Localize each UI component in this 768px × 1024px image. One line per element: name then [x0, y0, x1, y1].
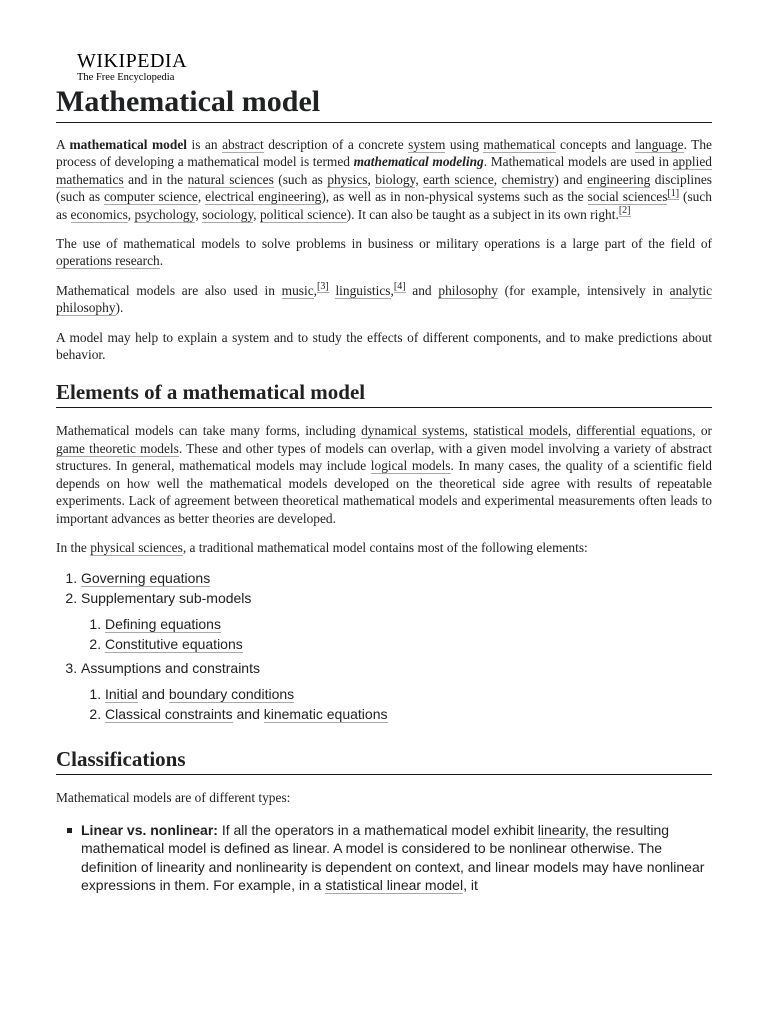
link-operations-research[interactable]: operations research [56, 253, 160, 269]
bold-term: mathematical model [69, 137, 187, 152]
citation-4[interactable]: [4] [393, 281, 406, 293]
link-electrical-engineering[interactable]: electrical engineering [205, 189, 322, 205]
link-initial[interactable]: Initial [105, 686, 138, 703]
link-engineering[interactable]: engineering [587, 171, 651, 187]
link-earth-science[interactable]: earth science [423, 171, 494, 187]
list-item [81, 568, 712, 588]
link-political-science[interactable]: political science [259, 206, 347, 222]
link-differential-equations[interactable]: differential equations [576, 423, 693, 439]
logo-wordmark: WIKIPEDIA [77, 50, 188, 72]
link-dynamical-systems[interactable]: dynamical systems [361, 423, 465, 439]
list-item: 2. Supplementary sub-models 1. Defining equations 2. Constitutive equations [81, 588, 712, 654]
link-boundary-conditions[interactable]: boundary conditions [168, 686, 295, 703]
elements-paragraph-1: Mathematical models can take many forms, including dynamical systems, statistical models, differential equations, or game theoretic models. These and other types of models can overlap, with a given model involving a variety of abstract structures. In general, mathematical models may include logical models. In many cases, the quality of a scientific field depends on how well the mathematical models developed on the theoretical side agree with results of repeatable experiments. Lack of agreement between theoretical mathematical models and experimental measurements often leads to important advances as better theories are developed. [56, 423, 713, 526]
link-linguistics[interactable]: linguistics [335, 282, 391, 298]
wikipedia-logo[interactable] [77, 50, 187, 84]
link-statistical-models[interactable]: statistical models [473, 423, 568, 439]
sub-list [81, 684, 712, 724]
elements-paragraph-2: In the physical sciences, a traditional mathematical model contains most of the following elements: [56, 539, 588, 555]
link-sociology[interactable]: sociology [202, 206, 254, 222]
sub-list [81, 614, 712, 654]
section-heading-classifications: Classifications [56, 746, 712, 775]
link-computer-science[interactable]: computer science [103, 189, 198, 205]
link-psychology[interactable]: psychology [134, 206, 196, 222]
intro-paragraph-1: A mathematical model is an abstract description of a concrete system using mathematical concepts and language. The process of developing a mathematical model is termed mathematical modeling. Mathematical models are used in applied mathematics and in the natural sciences (such as physics, biology, earth science, chemistry) and engineering disciplines (such as computer science, electrical engineering), as well as in non-physical systems such as the social sciences[1] (such as economics, psychology, sociology, political science). It can also be taught as a subject in its own right.[2] [56, 137, 713, 222]
elements-list [56, 568, 712, 724]
link-applied-mathematics[interactable]: applied mathematics [56, 154, 712, 187]
citation-2[interactable]: [2] [618, 205, 631, 217]
list-item: 1. Initial and boundary conditions [105, 684, 712, 704]
list-item: 2. Classical constraints and kinematic equations [105, 704, 712, 724]
link-mathematical[interactable]: mathematical [483, 137, 556, 152]
link-philosophy[interactable]: philosophy [438, 282, 498, 298]
link-physics[interactable]: physics [327, 171, 368, 187]
classifications-paragraph-1: Mathematical models are of different types: [56, 790, 291, 806]
section-heading-elements: Elements of a mathematical model [56, 379, 712, 408]
link-social-sciences[interactable]: social sciences [587, 189, 668, 205]
link-system[interactable]: system [408, 137, 446, 152]
article-body [56, 136, 712, 895]
list-item: 3. Assumptions and constraints 1. Initial and boundary conditions 2. Classical constraints and kinematic equations [81, 658, 712, 724]
intro-paragraph-4: A model may help to explain a system and to study the effects of different components, and to make predictions about behavior. [56, 329, 712, 363]
link-physical-sciences[interactable]: physical sciences [90, 539, 183, 555]
link-natural-sciences[interactable]: natural sciences [187, 171, 274, 187]
link-biology[interactable]: biology [375, 171, 416, 187]
link-classical-constraints[interactable]: Classical constraints [105, 706, 233, 723]
list-item [105, 614, 712, 634]
link-constitutive-equations[interactable]: Constitutive equations [105, 636, 243, 653]
link-chemistry[interactable]: chemistry [501, 171, 555, 187]
link-logical-models[interactable]: logical models [370, 458, 451, 474]
link-language[interactable]: language [635, 137, 684, 152]
link-game-theoretic-models[interactable]: game theoretic models [56, 440, 179, 456]
list-item: Linear vs. nonlinear: If all the operators in a mathematical model exhibit linearity, the resulting mathematical model is defined as linear. A model is considered to be nonlinear otherwise. The definition of linearity and nonlinearity is dependent on context, and linear models may have nonlinear expressions in them. For example, in a statistical linear model, it [81, 821, 712, 895]
link-economics[interactable]: economics [70, 206, 128, 222]
link-kinematic-equations[interactable]: kinematic equations [263, 706, 388, 723]
link-governing-equations[interactable]: Governing equations [81, 570, 211, 587]
citation-3[interactable]: [3] [317, 281, 329, 293]
link-music[interactable]: music [281, 282, 314, 298]
page-title: Mathematical model [56, 84, 712, 123]
logo-tagline: The Free Encyclopedia [77, 72, 175, 83]
bold-italic-term: mathematical modeling [353, 154, 484, 170]
link-statistical-linear-model[interactable]: statistical linear model [325, 877, 464, 894]
citation-1[interactable]: [1] [667, 187, 680, 199]
intro-paragraph-2: The use of mathematical models to solve problems in business or military operations is a large part of the field of operations research. [56, 236, 712, 269]
intro-paragraph-3: Mathematical models are also used in music,[3] linguistics,[4] and philosophy (for example, intensively in analytic philosophy). [56, 281, 713, 316]
link-analytic-philosophy[interactable]: analytic philosophy [56, 282, 713, 316]
list-item [105, 634, 712, 654]
bullet-term: Linear vs. nonlinear: [81, 821, 218, 838]
link-linearity[interactable]: linearity [537, 821, 585, 838]
link-abstract[interactable]: abstract [222, 137, 264, 152]
link-defining-equations[interactable]: Defining equations [105, 616, 221, 633]
classifications-list [56, 821, 712, 895]
